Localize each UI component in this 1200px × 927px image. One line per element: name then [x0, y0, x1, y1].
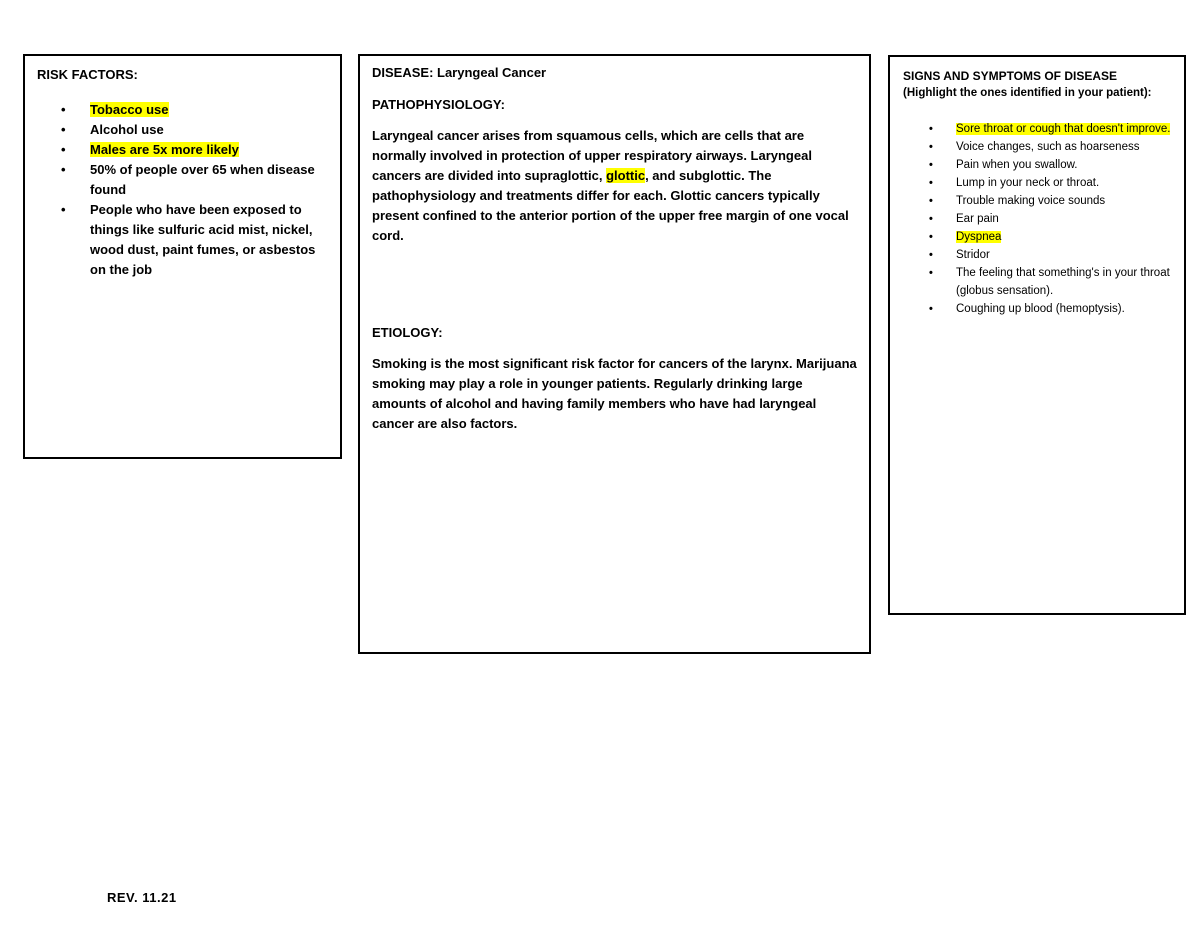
list-item: [37, 200, 326, 280]
revision-label: REV. 11.21: [107, 890, 177, 905]
symptom-text: Ear pain: [956, 213, 999, 225]
bullet-icon: •: [929, 231, 933, 243]
risk-factor-text: Males are 5x more likely: [90, 142, 239, 157]
bullet-icon: •: [929, 141, 933, 153]
list-item: [903, 246, 1174, 264]
disease-box: [358, 54, 871, 654]
symptom-text: The feeling that something's in your throat (globus sensation).: [956, 267, 1170, 297]
bullet-icon: •: [61, 142, 66, 157]
pathophysiology-heading: PATHOPHYSIOLOGY:: [372, 97, 505, 112]
pathophysiology-text-start: Laryngeal cancer arises from squamous cells, which are cells that are normally involved in protection of upper respiratory airways. Laryngeal cancers are divided into supraglottic,: [372, 128, 812, 183]
pathophysiology-text: [372, 126, 857, 246]
list-item: [37, 140, 326, 160]
pathophysiology-text-end: , and subglottic. The pathophysiology and treatments differ for each. Glottic cancers typically present confined to the anterior portion of the upper free margin of one vocal cord.: [372, 168, 849, 243]
bullet-icon: •: [929, 213, 933, 225]
risk-factor-text: Tobacco use: [90, 102, 169, 117]
bullet-icon: •: [929, 195, 933, 207]
symptom-text: Coughing up blood (hemoptysis).: [956, 303, 1125, 315]
list-item: [903, 192, 1174, 210]
list-item: [903, 174, 1174, 192]
list-item: [903, 120, 1174, 138]
bullet-icon: •: [929, 123, 933, 135]
signs-symptoms-subtitle: (Highlight the ones identified in your patient):: [903, 87, 1152, 99]
list-item: [37, 160, 326, 200]
symptom-text: Trouble making voice sounds: [956, 195, 1106, 207]
list-item: [903, 156, 1174, 174]
risk-factors-box: [23, 54, 342, 459]
symptom-text: Stridor: [956, 249, 990, 261]
glottic-highlight: glottic: [606, 168, 646, 183]
signs-symptoms-list: [903, 120, 1174, 318]
signs-symptoms-box: [888, 55, 1186, 615]
list-item: [903, 300, 1174, 318]
list-item: [903, 228, 1174, 246]
list-item: [37, 120, 326, 140]
etiology-heading: ETIOLOGY:: [372, 325, 443, 340]
bullet-icon: •: [61, 162, 66, 177]
bullet-icon: •: [929, 267, 933, 279]
list-item: [903, 210, 1174, 228]
disease-title: DISEASE: Laryngeal Cancer: [372, 65, 547, 80]
risk-factor-text: People who have been exposed to things like sulfuric acid mist, nickel, wood dust, paint fumes, or asbestos on the job: [90, 202, 316, 277]
symptom-text: Sore throat or cough that doesn't improve.: [956, 123, 1171, 135]
symptom-text: Dyspnea: [956, 231, 1002, 243]
bullet-icon: •: [929, 177, 933, 189]
bullet-icon: •: [929, 159, 933, 171]
bullet-icon: •: [61, 102, 66, 117]
symptom-text: Pain when you swallow.: [956, 159, 1078, 171]
bullet-icon: •: [929, 303, 933, 315]
risk-factors-list: [37, 100, 326, 280]
risk-factors-title: RISK FACTORS:: [37, 67, 138, 82]
symptom-text: Voice changes, such as hoarseness: [956, 141, 1140, 153]
list-item: [37, 100, 326, 120]
risk-factor-text: 50% of people over 65 when disease found: [90, 162, 315, 197]
list-item: [903, 138, 1174, 156]
symptom-text: Lump in your neck or throat.: [956, 177, 1100, 189]
bullet-icon: •: [61, 202, 66, 217]
bullet-icon: •: [61, 122, 66, 137]
etiology-text: Smoking is the most significant risk factor for cancers of the larynx. Marijuana smoking may play a role in younger patients. Regularly drinking large amounts of alcohol and having family members who have had laryngeal cancer are also factors.: [372, 356, 857, 431]
list-item: [903, 264, 1174, 300]
signs-symptoms-title: SIGNS AND SYMPTOMS OF DISEASE: [903, 69, 1118, 83]
risk-factor-text: Alcohol use: [90, 122, 164, 137]
bullet-icon: •: [929, 249, 933, 261]
